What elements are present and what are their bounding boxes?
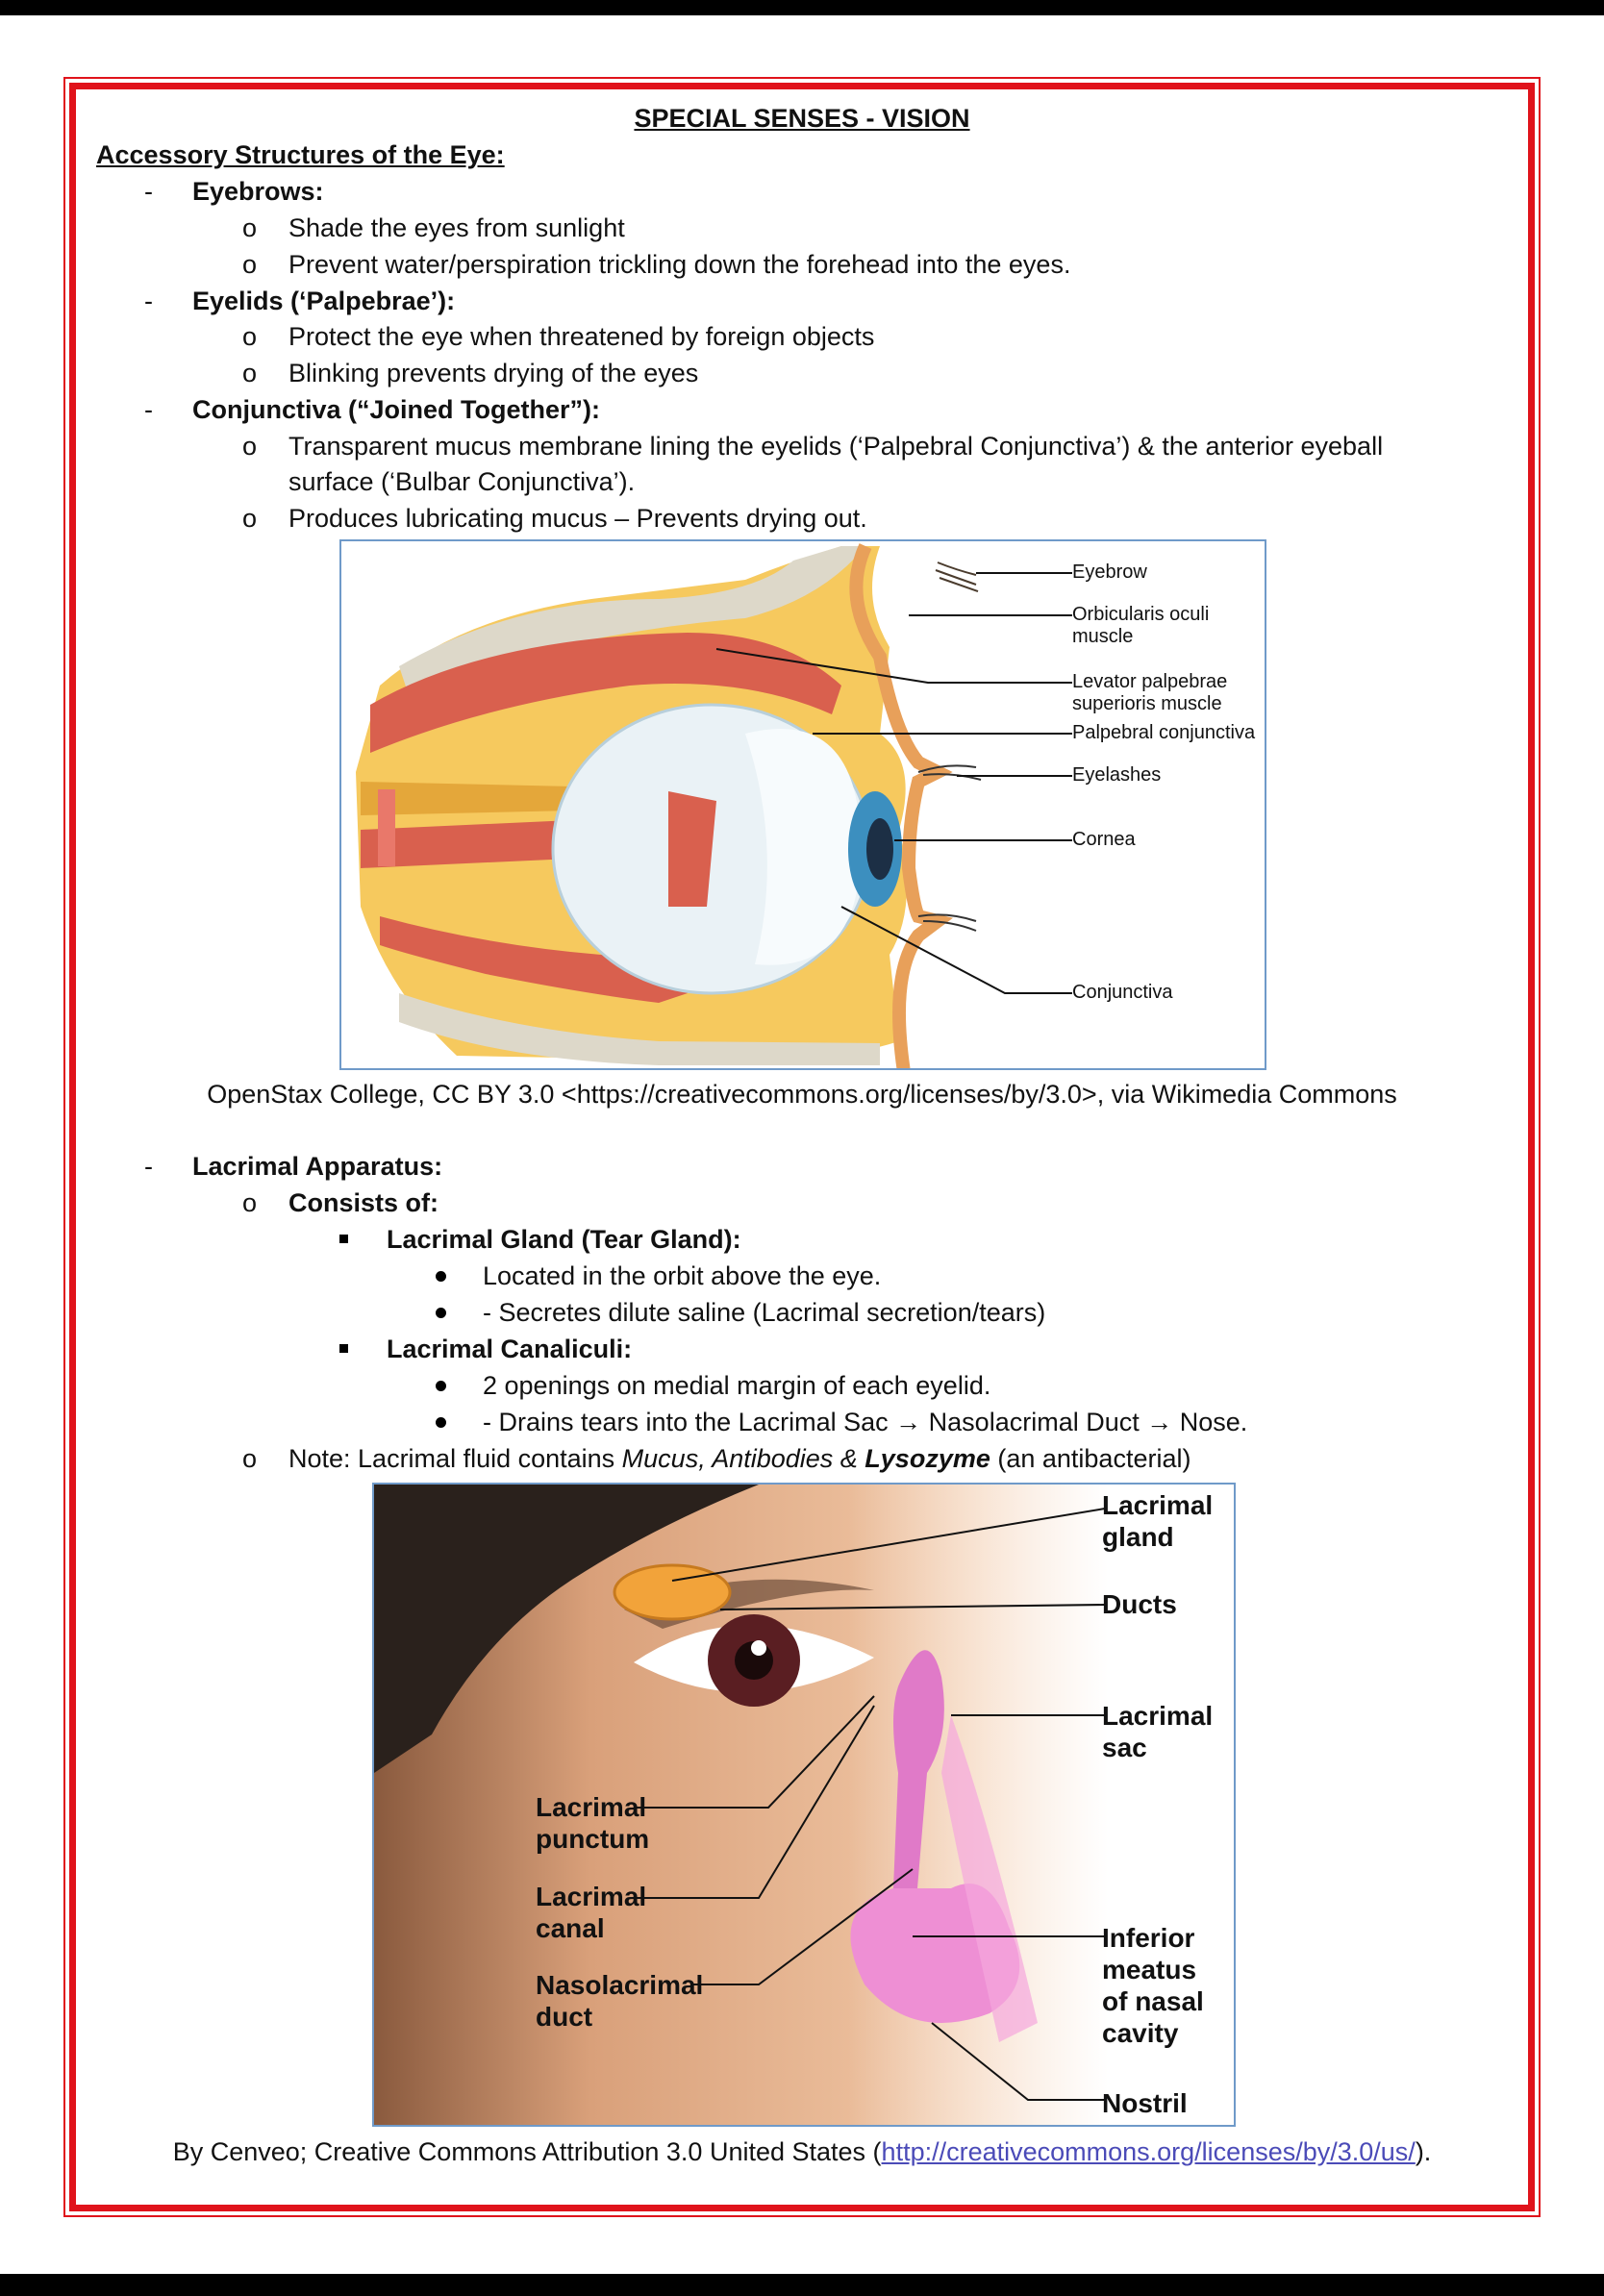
figure1-credit: OpenStax College, CC BY 3.0 <https://creativecommons.org/licenses/by/3.0>, via Wikimedia Commons (207, 1080, 1397, 1109)
label-ducts: Ducts (1102, 1589, 1177, 1619)
dash-bullet: - (144, 1152, 153, 1181)
list-item: 2 openings on medial margin of each eyelid. (483, 1371, 991, 1400)
license-link[interactable]: http://creativecommons.org/licenses/by/3.0/us/ (881, 2137, 1416, 2166)
eyelids-heading: Eyelids (‘Palpebrae’): (192, 287, 456, 315)
label-lacrimal-sac: Lacrimal (1102, 1701, 1214, 1731)
dot-bullet (436, 1417, 446, 1428)
consists-of: Consists of: (288, 1188, 439, 1217)
label-orbicularis: Orbicularis oculi (1072, 604, 1210, 625)
circle-bullet: o (242, 1188, 258, 1217)
label-levator: Levator palpebrae (1072, 671, 1228, 692)
label-inferior-meatus-4: cavity (1102, 2018, 1179, 2048)
label-lacrimal-punctum: Lacrimal (536, 1792, 647, 1822)
list-item: Transparent mucus membrane lining the eyelids (‘Palpebral Conjunctiva’) & the anterior eyeball (288, 432, 1384, 461)
label-lacrimal-punctum-2: punctum (536, 1824, 650, 1854)
note-suffix: (an antibacterial) (990, 1444, 1191, 1473)
label-inferior-meatus: Inferior (1102, 1923, 1195, 1953)
dot-bullet (436, 1381, 446, 1391)
dot-bullet (436, 1271, 446, 1282)
list-item: Protect the eye when threatened by foreign objects (288, 322, 875, 351)
label-levator-2: superioris muscle (1072, 693, 1222, 714)
label-eyebrow: Eyebrow (1072, 562, 1147, 583)
dash-bullet: - (144, 177, 153, 206)
dot-bullet (436, 1308, 446, 1318)
list-item: Produces lubricating mucus – Prevents drying out. (288, 504, 867, 533)
list-item: Blinking prevents drying of the eyes (288, 359, 699, 387)
label-eyelashes: Eyelashes (1072, 764, 1162, 786)
lacrimal-heading: Lacrimal Apparatus: (192, 1152, 443, 1181)
list-item: - Secretes dilute saline (Lacrimal secretion/tears) (483, 1298, 1046, 1327)
note-prefix: Note: Lacrimal fluid contains (288, 1444, 622, 1473)
label-inferior-meatus-3: of nasal (1102, 1986, 1204, 2016)
label-cornea: Cornea (1072, 829, 1136, 850)
circle-bullet: o (242, 213, 258, 242)
circle-bullet: o (242, 1444, 258, 1473)
lacrimal-note (288, 1442, 1190, 1475)
figure2-credit (0, 2135, 1604, 2168)
lacrimal-canaliculi-heading: Lacrimal Canaliculi: (387, 1335, 633, 1363)
note-lysozyme: Lysozyme (865, 1444, 990, 1473)
circle-bullet: o (242, 322, 258, 351)
square-bullet (339, 1344, 348, 1353)
dash-bullet: - (144, 395, 153, 424)
conjunctiva-heading: Conjunctiva (“Joined Together”): (192, 395, 600, 424)
page-title: SPECIAL SENSES - VISION (634, 104, 970, 133)
bottom-black-bar (0, 2274, 1604, 2296)
eye-anatomy-figure (339, 539, 1266, 1070)
label-conjunctiva: Conjunctiva (1072, 982, 1173, 1003)
circle-bullet: o (242, 504, 258, 533)
dash-bullet: - (144, 287, 153, 315)
label-lacrimal-canal: Lacrimal (536, 1882, 647, 1911)
lacrimal-gland-heading: Lacrimal Gland (Tear Gland): (387, 1225, 741, 1254)
label-inferior-meatus-2: meatus (1102, 1955, 1197, 1984)
label-lacrimal-gland: Lacrimal (1102, 1490, 1214, 1520)
top-black-bar (0, 0, 1604, 15)
list-item-continued: surface (‘Bulbar Conjunctiva’). (288, 467, 636, 496)
square-bullet (339, 1235, 348, 1243)
label-nasolacrimal-duct: Nasolacrimal (536, 1970, 704, 2000)
circle-bullet: o (242, 359, 258, 387)
list-item: Prevent water/perspiration trickling down the forehead into the eyes. (288, 250, 1071, 279)
circle-bullet: o (242, 250, 258, 279)
label-lacrimal-sac-2: sac (1102, 1733, 1147, 1762)
label-lacrimal-canal-2: canal (536, 1913, 605, 1943)
circle-bullet: o (242, 432, 258, 461)
label-orbicularis-2: muscle (1072, 626, 1134, 647)
label-palpebral-conjunctiva: Palpebral conjunctiva (1072, 722, 1256, 743)
lacrimal-apparatus-figure (372, 1483, 1236, 2127)
section-heading: Accessory Structures of the Eye: (96, 140, 505, 169)
credit-prefix: By Cenveo; Creative Commons Attribution 3.0 United States ( (172, 2137, 882, 2166)
label-nasolacrimal-duct-2: duct (536, 2002, 593, 2032)
note-italic: Mucus, Antibodies & (621, 1444, 865, 1473)
label-nostril: Nostril (1102, 2088, 1188, 2118)
eyebrows-heading: Eyebrows: (192, 177, 324, 206)
list-item: Shade the eyes from sunlight (288, 213, 625, 242)
list-item: - Drains tears into the Lacrimal Sac → Nasolacrimal Duct → Nose. (483, 1408, 1248, 1436)
credit-suffix: ). (1415, 2137, 1432, 2166)
list-item: Located in the orbit above the eye. (483, 1261, 882, 1290)
label-lacrimal-gland-2: gland (1102, 1522, 1174, 1552)
